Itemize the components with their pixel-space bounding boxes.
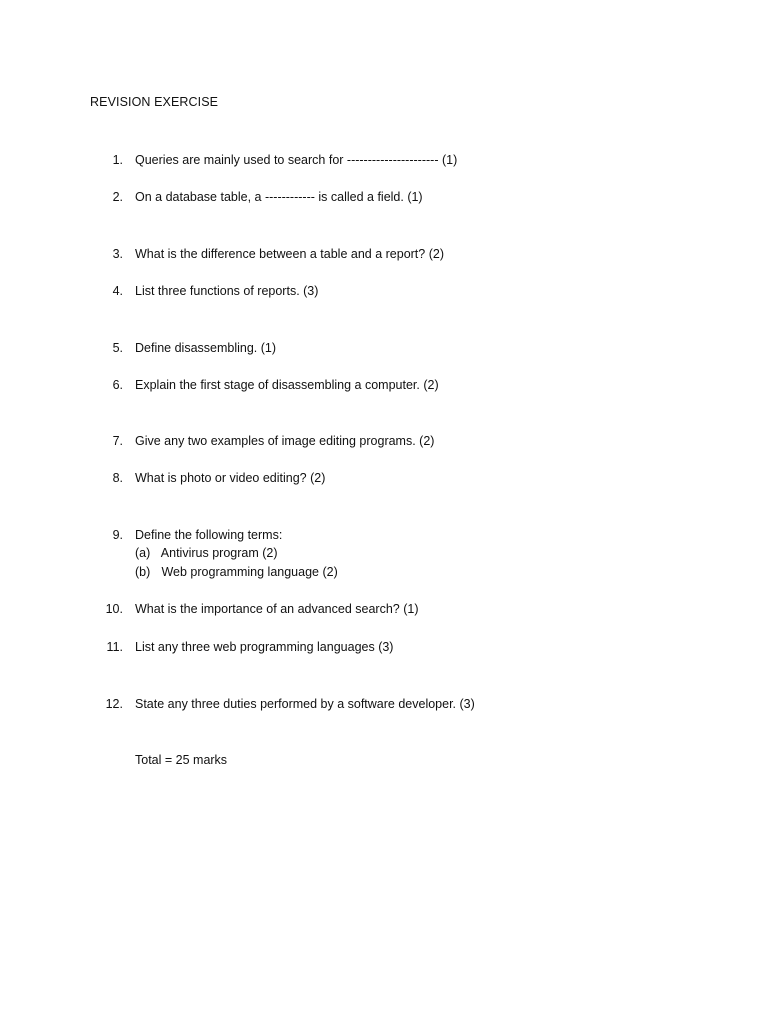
question-number: 8.: [112, 471, 123, 485]
question-text: Explain the first stage of disassembling a computer. (2): [135, 378, 439, 392]
question-text: State any three duties performed by a software developer. (3): [135, 697, 475, 711]
sub-question-text: Antivirus program (2): [160, 546, 278, 560]
question-text: Define the following terms:: [135, 528, 283, 542]
question-number: 4.: [112, 284, 123, 298]
question-text: Queries are mainly used to search for ---------------------- (1): [135, 153, 458, 167]
sub-question-a: [135, 545, 278, 561]
question-number: 11.: [106, 640, 123, 654]
document-title: REVISION EXERCISE: [90, 95, 219, 109]
question-number: 2.: [112, 190, 123, 204]
question-number: 12.: [105, 697, 123, 711]
question-number: 7.: [112, 434, 123, 448]
question-number: 1.: [112, 153, 123, 167]
sub-question-label: (b): [135, 565, 151, 579]
sub-question-b: [135, 564, 338, 580]
total-marks: Total = 25 marks: [135, 753, 228, 767]
question-text: Define disassembling. (1): [135, 341, 277, 355]
question-number: 6.: [112, 378, 123, 392]
question-text: List three functions of reports. (3): [135, 284, 319, 298]
question-text: Give any two examples of image editing programs. (2): [135, 434, 435, 448]
question-text: What is photo or video editing? (2): [135, 471, 326, 485]
question-text: On a database table, a ------------ is called a field. (1): [135, 190, 423, 204]
question-number: 10.: [105, 602, 123, 616]
question-number: 9.: [112, 528, 123, 542]
sub-question-label: (a): [135, 546, 151, 560]
sub-question-text: Web programming language (2): [161, 565, 338, 579]
question-text: What is the importance of an advanced search? (1): [135, 602, 419, 616]
question-number: 5.: [112, 341, 123, 355]
question-text: What is the difference between a table and a report? (2): [135, 247, 444, 261]
question-number: 3.: [112, 247, 123, 261]
question-text: List any three web programming languages (3): [135, 640, 394, 654]
